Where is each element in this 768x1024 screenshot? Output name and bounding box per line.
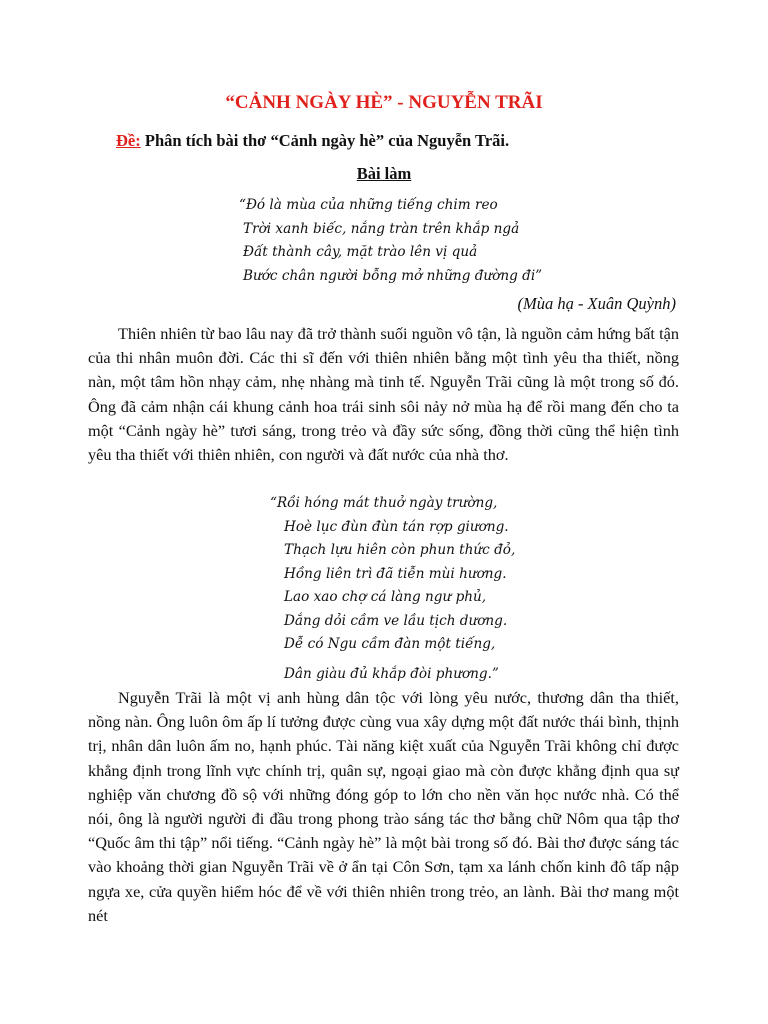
topic-line	[116, 131, 509, 151]
poem-line: “Rồi hóng mát thuở ngày trường,	[270, 495, 498, 511]
subtitle: Bài làm	[356, 164, 412, 183]
epigraph-line: “Đó là mùa của những tiếng chim reo	[239, 197, 498, 213]
epigraph-line: Đất thành cây, mặt trào lên vị quả	[243, 244, 478, 260]
poem-line: Hoè lục đùn đùn tán rợp giương.	[284, 518, 509, 535]
topic-text: Phân tích bài thơ “Cảnh ngày hè” của Nguyễn Trãi.	[144, 131, 510, 150]
poem-line: Thạch lựu hiên còn phun thức đỏ,	[284, 542, 516, 558]
page-title: “CẢNH NGÀY HÈ” - NGUYỄN TRÃI	[225, 92, 543, 113]
epigraph-credit: (Mùa hạ - Xuân Quỳnh)	[517, 294, 676, 313]
poem-line: Lao xao chợ cá làng ngư phủ,	[284, 589, 487, 605]
epigraph-line: Bước chân người bỗng mở những đường đi”	[243, 267, 543, 284]
poem-line: Dắng dỏi cầm ve lầu tịch dương.	[284, 612, 508, 629]
paragraph-2: Nguyễn Trãi là một vị anh hùng dân tộc với lòng yêu nước, thương dân tha thiết, nồng nàn. Ông luôn ôm ấp lí tưởng được cùng vua xây dựng một đất nước thái bình, thịnh trị, nhân dân luôn ấm no, hạnh phúc. Tài năng kiệt xuất của Nguyễn Trãi không chỉ được khẳng định trong lĩnh vực chính trị, quân sự, ngoại giao mà còn được khẳng định qua sự nghiệp văn chương đồ sộ với những đóng góp to lớn cho nền văn học nước nhà. Có thể nói, ông là người người đi đầu trong phong trào sáng tác thơ bằng chữ Nôm qua tập thơ “Quốc âm thi tập” nổi tiếng. “Cảnh ngày hè” là một bài trong số đó. Bài thơ được sáng tác vào khoảng thời gian Nguyễn Trãi về ở ẩn tại Côn Sơn, tạm xa lánh chốn kinh đô tấp nập ngựa xe, cửa quyền hiểm hóc để về với thiên nhiên trong trẻo, an lành. Bài thơ mang một nét	[88, 688, 679, 925]
poem-verse	[270, 492, 515, 686]
poem-line: Hồng liên trì đã tiễn mùi hương.	[284, 565, 507, 582]
poem-line: Dễ có Ngu cầm đàn một tiếng,	[284, 636, 496, 652]
topic-label: Đề:	[116, 131, 141, 150]
poem-line: Dân giàu đủ khắp đòi phương.”	[284, 665, 499, 682]
epigraph-verse	[239, 194, 542, 288]
epigraph-line: Trời xanh biếc, nắng tràn trên khắp ngả	[243, 220, 520, 237]
paragraph-1: Thiên nhiên từ bao lâu nay đã trở thành suối nguồn vô tận, là nguồn cảm hứng bất tận của thi nhân muôn đời. Các thi sĩ đến với thiên nhiên bằng một tình yêu tha thiết, nồng nàn, một tâm hồn nhạy cảm, nhẹ nhàng mà tinh tế. Nguyễn Trãi cũng là một trong số đó. Ông đã cảm nhận cái khung cảnh hoa trái sinh sôi nảy nở mùa hạ để rồi mang đến cho ta một “Cảnh ngày hè” tươi sáng, trong trẻo và đầy sức sống, đồng thời cũng thể hiện tình yêu tha thiết với thiên nhiên, con người và đất nước của nhà thơ.	[88, 324, 679, 465]
